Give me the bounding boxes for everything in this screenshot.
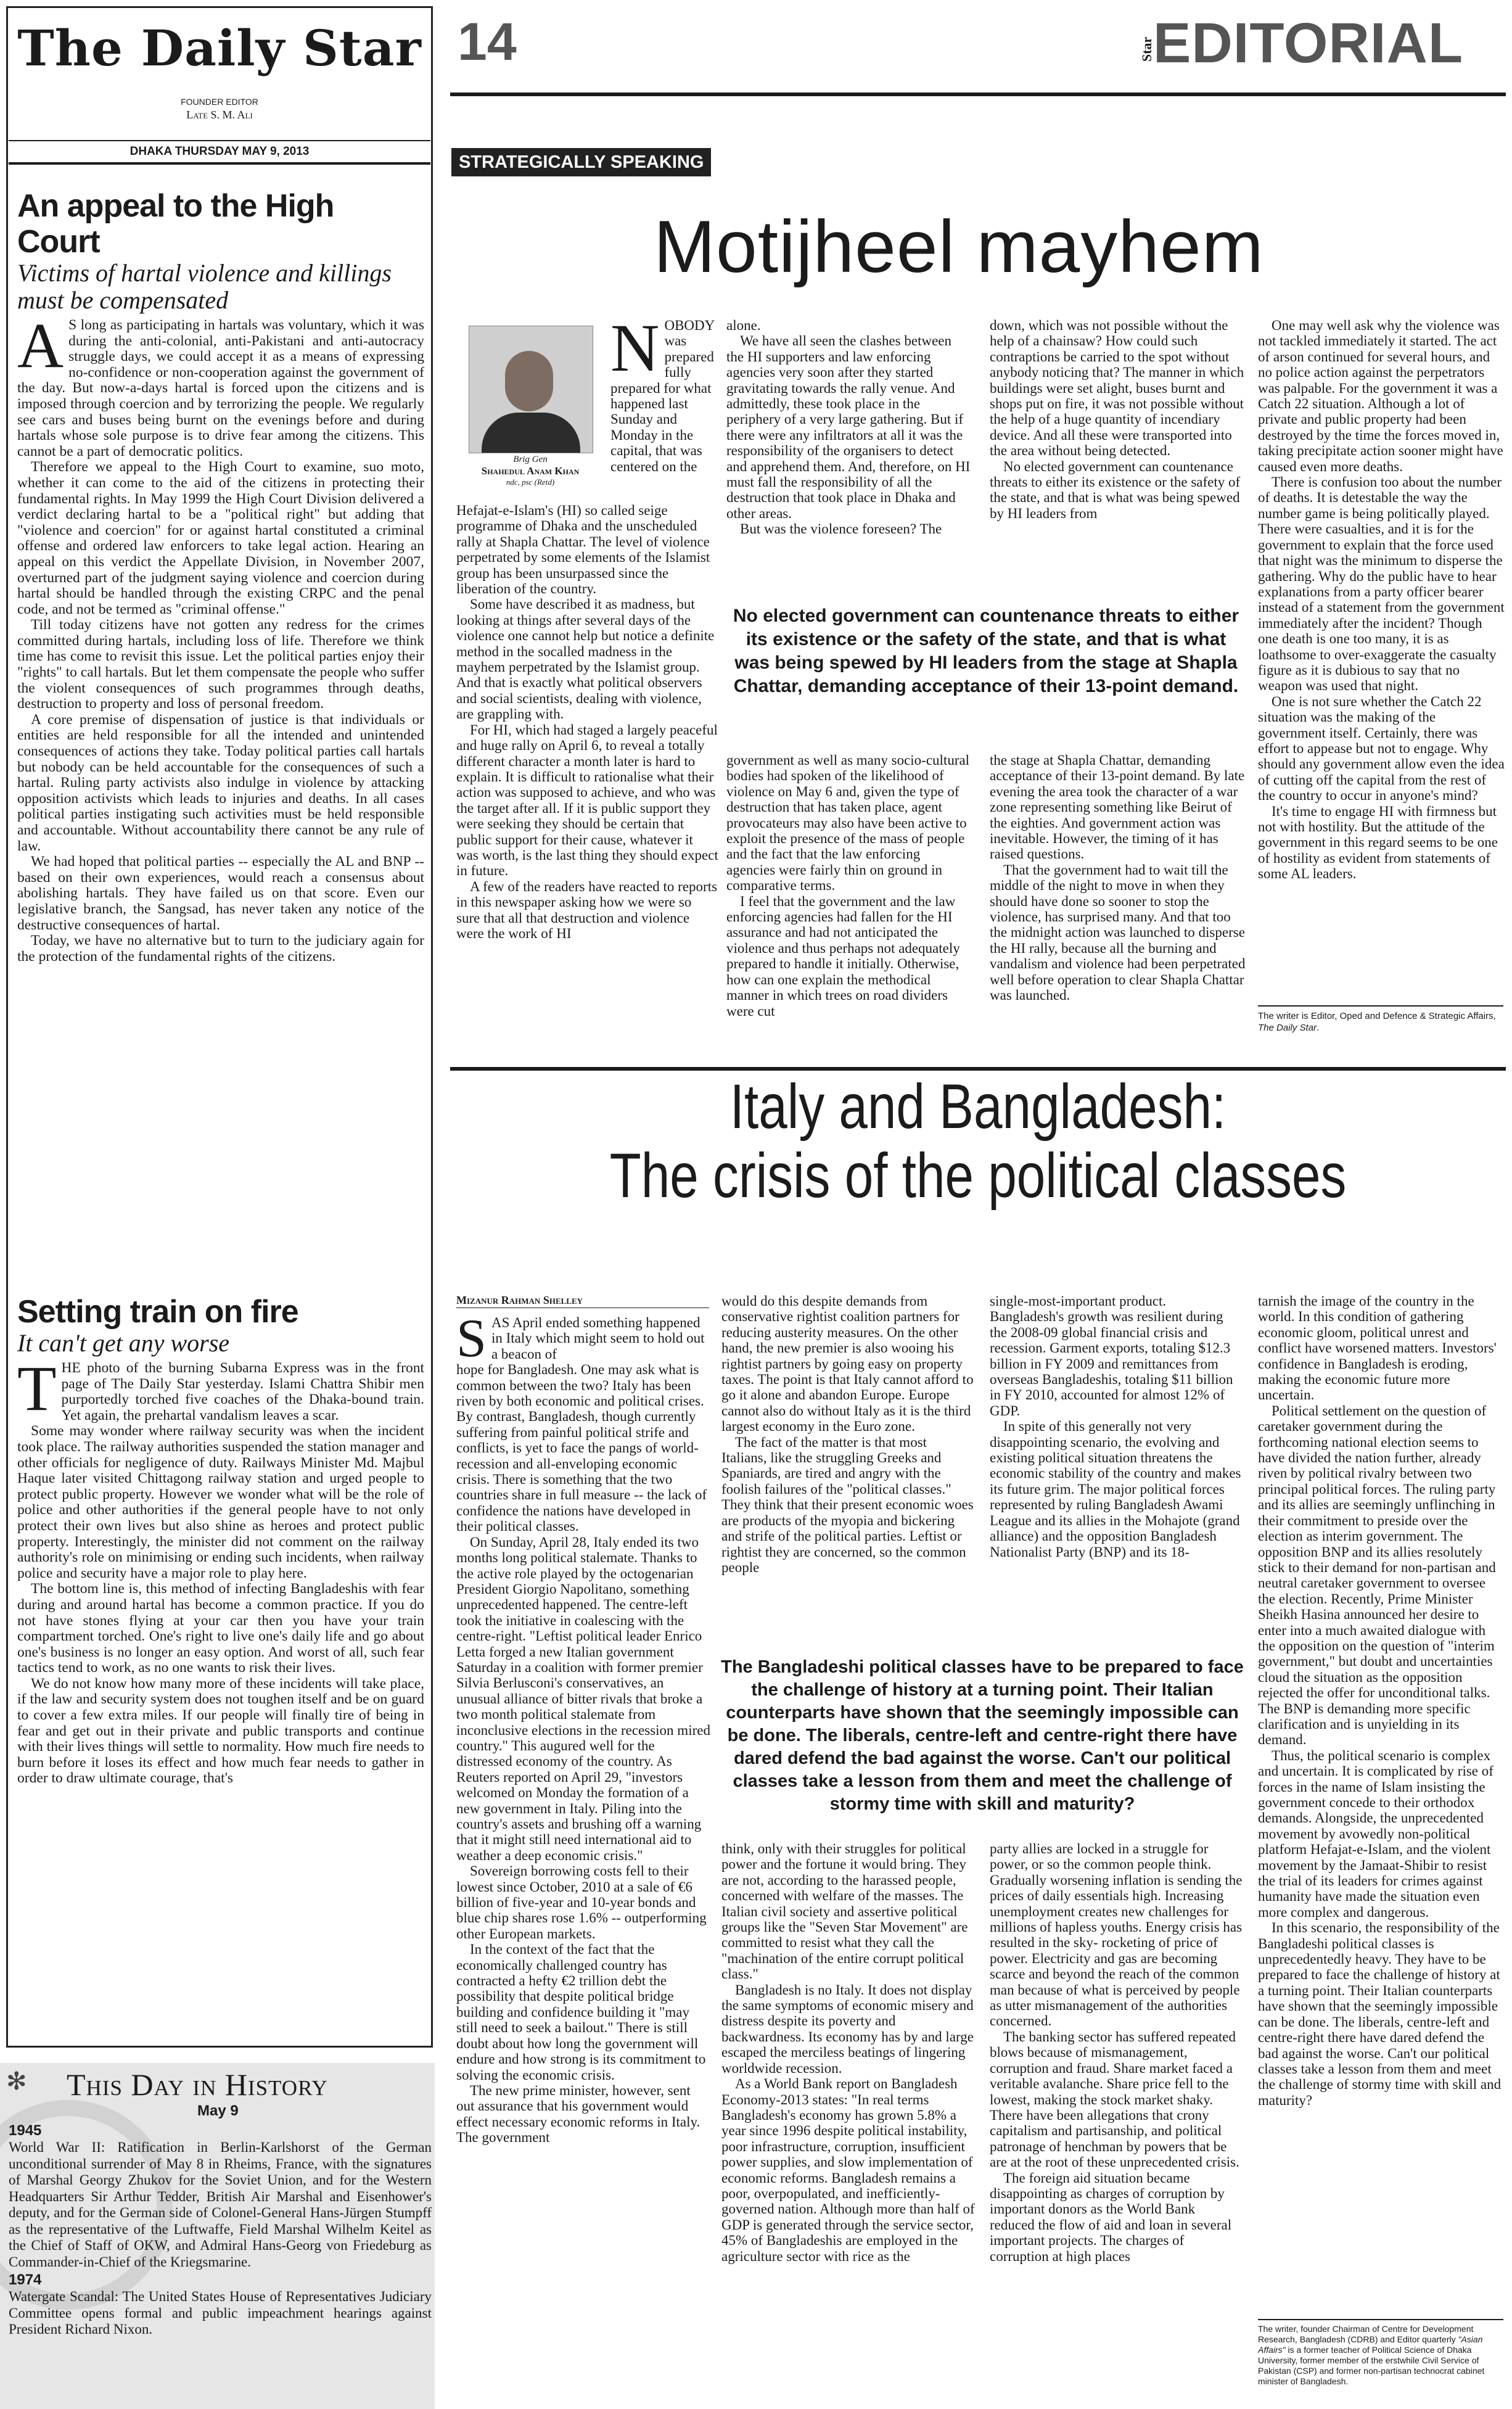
section-logo: Star	[1139, 36, 1154, 62]
paragraph: Sovereign borrowing costs fell to their lowest since October, 2010 at a sale of €6 billion of five-year and 10-year bonds and blue chip shares rose 1.6% -- outperforming other European markets.	[456, 1863, 707, 1942]
paragraph: The foreign aid situation became disappointing as charges of corruption by important donors as the World Bank reduced the flow of aid and loan in several important projects. The charges of corruption at high places	[990, 2170, 1232, 2264]
paragraph: We had hoped that political parties -- especially the AL and BNP -- based on their own experiences, would reach a consensus about abolishing hartals. They have failed us on that score. Even our legislative branch, the Sangsad, has never taken any notice of the destructive consequences of hartal.	[17, 854, 424, 933]
paragraph: One is not sure whether the Catch 22 situation was the making of the government itself. Certainly, there was effort to appease but not to engage. Why should any government allow even the idea of cutting off the capital from the rest of the country to occur in anyone's mind?	[1258, 693, 1505, 804]
paragraph: I feel that the government and the law enforcing agencies had fallen for the HI assurance and had not anticipated the violence and thus perhaps not adequately prepared to handle it initially. Otherwise, how can one explain the methodical manner in which trees on road dividers were cut	[726, 893, 960, 1019]
editorial-2-dropcap: T	[17, 1353, 57, 1424]
paragraph: would do this despite demands from conservative rightist coalition partners for reducing austerity measures. On the other hand, the new premier is also wooing his rightist partners by going easy on property taxes. The point is that Italy cannot afford to go it alone and abandon Europe. Europe cannot also do without Italy as it is the third largest economy in the Euro zone.	[721, 1293, 974, 1435]
article-2-dropcap: S	[456, 1309, 487, 1369]
article-2-col-2-top	[721, 1293, 976, 1575]
article-2-col-3-top	[990, 1293, 1243, 1560]
paragraph: Some have described it as madness, but looking at things after several days of the violence one cannot help but notice a definite method in the socalled madness in the mayhem perpetrated by the Islamist group. And that is exactly what political observers and social scientists, dealing with violence, are grappling with.	[456, 596, 715, 722]
article-1-pullquote: No elected government can countenance threats to either its existence or the safety of the state, and that is what was being spewed by HI leaders from the stage at Shapla Chattar, demanding acceptance of their 13-point demand.	[733, 606, 1239, 696]
article-1-dropcap: N	[610, 310, 660, 385]
article-1-col-2-top	[726, 318, 972, 537]
article-2-lead	[456, 1309, 710, 1369]
paragraph: There is confusion too about the number of deaths. It is detestable the way the number game is being politically played. There were casualties, and it is for the government to explain that the force used that night was the minimum to disperse the gathering. Why do the public have to hear explanations from a party officer bearer instead of a statement from the government immediately after the incident? Though one death is one too many, it is as loathsome to over-exaggerate the casualty figure as it is dubious to say that no weapon was used that night.	[1258, 474, 1505, 694]
article-1-col-3-top	[990, 318, 1249, 521]
masthead	[9, 11, 430, 122]
footnote-suffix: .	[1317, 1023, 1320, 1033]
article-2-headline	[450, 1072, 1506, 1210]
paragraph: In the context of the fact that the economically challenged country has contracted a hefty €2 trillion debt the possibility that despite political bridge building and confidence building it "may still need to seek a bailout." There is still doubt about how long the government will endure and how strong is its commitment to solving the economic crisis.	[456, 1942, 706, 2083]
article-2-col-3-bottom	[990, 1841, 1243, 2264]
paragraph: alone.	[726, 318, 761, 333]
paragraph: A few of the readers have reacted to reports in this newspaper asking how we were so sure that all that destruction and violence were the work of HI	[456, 878, 718, 941]
editorial-2	[17, 1294, 424, 1787]
author-caption	[456, 454, 604, 487]
article-1-col-3-bottom	[990, 752, 1246, 1003]
masthead-rule-top	[9, 140, 430, 141]
paragraph: Therefore we appeal to the High Court to examine, suo moto, whether it can come to the aid of the citizens in protecting their fundamental rights. In May 1999 the High Court Division delivered a verdict declaring hartal to be a "political right" but adding that "violence and coercion" for or against hartal constituted a criminal offense and ordered law enforcers to take legal action. Hearing an appeal on this verdict the Appellate Division, in November 2007, overturned part of the judgment saying violence and coercion during hartal should be handled through the existing CRPC and the penal code, and not be termed as "criminal offense."	[17, 459, 424, 617]
paragraph: But was the violence foreseen? The	[740, 521, 942, 537]
article-2-footnote	[1258, 2324, 1505, 2387]
history-title: This Day in History	[67, 2067, 328, 2102]
paragraph: As a World Bank report on Bangladesh Economy-2013 states: "In real terms Bangladesh's economy has grown 5.8% a year since 1996 despite political instability, poor infrastructure, corruption, insufficient power supplies, and slow implementation of economic reforms. Bangladesh remains a poor, overpopulated, and inefficiently-governed nation. Although more than half of GDP is generated through the service sector, 45% of Bangladeshis are employed in the agriculture sector with rice as the	[721, 2076, 975, 2264]
editorial-2-subhead: It can't get any worse	[17, 1329, 230, 1357]
article-1-col-2-bottom	[726, 752, 972, 1019]
history-date: May 9	[197, 2102, 239, 2119]
editorial-2-body	[17, 1353, 424, 1787]
paragraph: It's time to engage HI with firmness but not with hostility. But the attitude of the government in this regard seems to be one of hostility as evident from statements of some AL leaders.	[1258, 803, 1498, 882]
article-1-col-1-lead	[610, 310, 718, 474]
section-title: EDITORIAL	[1153, 12, 1464, 75]
paragraph: down, which was not possible without the help of a chainsaw? How could such contraptions be carried to the spot without anybody noticing that? The manner in which buildings were set alight, buses burnt and shops put on fire, it was not possible without the help of a huge quantity of incendiary device. And all these were transported into the area without being detected.	[990, 318, 1244, 459]
paragraph: party allies are locked in a struggle for power, or so the common people think. Gradually worsening inflation is sending the prices of daily essentials high. Increasing unemployment creates new challenges for millions of hapless youths. Energy crisis has resulted in the sky- rocketing of price of power. Electricity and gas are becoming scarce and beyond the reach of the common man because of what is perceived by people as utter mismanagement of the authorities concerned.	[990, 1841, 1243, 2029]
history-year: 1974	[9, 2271, 42, 2288]
paragraph: Hefajat-e-Islam's (HI) so called seige programme of Dhaka and the unscheduled rally at Shapla Chattar. The level of violence perpetrated by some elements of the Islamist group has been unsurpassed since the liberation of the country.	[456, 503, 710, 597]
article-1-col-4	[1258, 318, 1505, 882]
paragraph: hope for Bangladesh. One may ask what is common between the two? Italy has been riven by both economic and political crises. By contrast, Bangladesh, though currently suffering from painful political strife and conflicts, is yet to face the pangs of world-recession and all-enveloping economic crisis. There is something that the two countries share in full measure -- the lack of confidence the nations have developed in their political classes.	[456, 1362, 707, 1534]
article-2-footnote-rule	[1258, 2319, 1503, 2320]
author-degrees: ndc, psc (Retd)	[506, 477, 555, 487]
footnote-journal: "Asian Affairs"	[1258, 2334, 1483, 2355]
article-2-col-2-bottom	[721, 1841, 976, 2264]
footnote-paper: The Daily Star	[1258, 1023, 1317, 1033]
paragraph: Till today citizens have not gotten any redress for the crimes committed during hartals, including loss of life. Therefore we think time has come to revisit this issue. Let the political parties enjoy their "rights" to call hartals. But let them compensate the people who suffer the violent consequences of such programmes through deaths, destruction to property and loss of personal freedom.	[17, 617, 424, 712]
author-photo	[469, 326, 593, 453]
paragraph: S long as participating in hartals was voluntary, which it was during the anti-colonial, anti-Pakistani and anti-autocracy struggle days, we could accept it as a means of expressing no-confidence or non-cooperation against the government of the day. But now-a-days hartal is forced upon the citizens and is imposed through coercion and by terrorizing the people. We regularly see cars and buses being burnt on the evenings before and during hartals whose sole purpose is to drive fear among the citizens. This cannot be a part of democratic politics.	[17, 317, 424, 459]
paragraph: Thus, the political scenario is complex and uncertain. It is complicated by rise of forces in the name of Islam insisting the government concede to their orthodox demands. Alongside, the unprecedented movement by avowedly non-political platform Hefajat-e-Islam, and the violent movement by the Jamaat-Shibir to resist the trial of its leaders for crimes against humanity have made the situation even more complex and dangerous.	[1258, 1747, 1494, 1920]
article-2-col-4	[1258, 1293, 1505, 2108]
paragraph: The bottom line is, this method of infecting Bangladeshis with fear during and around hartal has become a common practice. If you do not have stones flying at your car then you have your train compartment torched. One's right to live one's daily life and go about one's business is no longer an easy option. And worst of all, such fear tactics tend to work, as no one wants to risk their lives.	[17, 1581, 424, 1676]
masthead-rule-bottom	[9, 162, 430, 165]
article-1-footnote-rule	[1258, 1005, 1503, 1007]
footnote-text: The writer is Editor, Oped and Defence & Strategic Affairs,	[1258, 1011, 1496, 1021]
byline-rule	[456, 1307, 709, 1308]
paragraph: That the government had to wait till the middle of the night to move in when they should have done so sooner to stop the violence, has surprised many. And that too the midnight action was launched to disperse the HI rally, because all the burning and vandalism and violence had been perpetrated well before operation to clear Shapla Chattar was launched.	[990, 862, 1246, 1003]
history-year: 1945	[9, 2122, 42, 2139]
paragraph: AS April ended something happened in Italy which might seem to hold out a beacon of	[491, 1315, 705, 1362]
founder-name: Late S. M. Ali	[186, 109, 253, 121]
paragraph: OBODY was prepared fully prepared for what happened last Sunday and Monday in the capital, that was centered on the	[610, 318, 715, 474]
author-photo-body	[482, 413, 580, 453]
article-2-headline-line-1: Italy and Bangladesh:	[729, 1071, 1226, 1142]
paragraph: Some may wonder where railway security was when the incident took place. The railway authorities suspended the station manager and other officials for negligence of duty. Railways Minister Md. Majbul Haque later visited Chittagong railway station and urged people to protect public property. However we wonder what will be the role of police and other authorities if the general people have to not only protect their own lives but also shine as heroes and protect public property. Interestingly, the minister did not comment on the railway authority's role on minimising or ending such incidents, when railway police and security have a major role to play here.	[17, 1423, 424, 1581]
article-1-footnote	[1258, 1010, 1505, 1034]
page-number: 14	[458, 12, 517, 72]
paragraph: The fact of the matter is that most Italians, like the struggling Greeks and Spaniards, are tired and angry with the foolish failures of the "political classes." They think that their present economic woes are products of the myopia and bickering and strife of the political parties. Leftist or rightist they are concerned, so the common people	[721, 1434, 974, 1575]
editorial-1-dropcap: A	[17, 310, 64, 381]
article-1-headline: Motijheel mayhem	[654, 205, 1264, 288]
editorial-1-body	[17, 310, 424, 965]
paragraph: the stage at Shapla Chattar, demanding acceptance of their 13-point demand. By late evening the area took the character of a war zone representing something like Beirut of the eighties. And government action was inevitable. However, the timing of it has raised questions.	[990, 752, 1245, 862]
kicker-label: STRATEGICALLY SPEAKING	[451, 148, 711, 176]
paragraph: One may well ask why the violence was not tackled immediately it started. The act of arson continued for several hours, and no police action against the perpetrators was palpable. For the government it was a Catch 22 situation. Although a lot of private and public property had been destroyed by the time the forces moved in, taking precipitate action sooner might have caused even more deaths.	[1258, 318, 1503, 474]
author-name: Shahedul Anam Khan	[481, 465, 580, 477]
paragraph: tarnish the image of the country in the world. In this condition of gathering economic gloom, political unrest and conflict have worsened matters. Investors' confidence in Bangladesh is eroding, making the economic future more uncertain.	[1258, 1293, 1497, 1403]
footnote-text-2: is a former teacher of Political Science of Dhaka University, former member of the erstwhile Civil Service of Pakistan (CSP) and former non-partisan technocrat cabinet minister of Bangladesh.	[1258, 2345, 1485, 2386]
article-2-pullquote: The Bangladeshi political classes have to be prepared to face the challenge of history at a turning point. Their Italian counterparts have shown that the seemingly impossible can be done. The liberals, centre-left and centre-right there have dared defend the bad against the worse. Can't our political classes take a lesson from them and meet the challenge of stormy time with skill and maturity?	[721, 1657, 1244, 1814]
editorial-1-subhead: Victims of hartal violence and killings must be compensated	[17, 259, 392, 314]
paragraph: think, only with their struggles for political power and the fortune it would bring. They are not, according to the harassed people, concerned with welfare of the masses. The Italian civil society and assertive political groups like the "Seven Star Movement" are committed to resist what they call the "machination of the entire corrupt political class."	[721, 1841, 968, 1982]
history-entry-text: Watergate Scandal: The United States House of Representatives Judiciary Committee opens formal and public impeachment hearings against President Richard Nixon.	[9, 2289, 432, 2337]
paper-name: The Daily Star	[17, 19, 422, 77]
article-2-headline-line-2: The crisis of the political classes	[609, 1140, 1347, 1211]
history-entries	[9, 2122, 432, 2338]
paragraph: The banking sector has suffered repeated blows because of mismanagement, corruption and fraud. Share market faced a veritable avalanche. Share price fell to the lowest, making the stock market shaky. There have been allegations that crony capitalism and partisanship, and political patronage of henchman by powers that be are at the root of these unprecedented crisis.	[990, 2028, 1239, 2170]
founder-label: FOUNDER EDITOR	[181, 97, 258, 107]
paragraph: On Sunday, April 28, Italy ended its two months long political stalemate. Thanks to the active role played by the octogenarian President Giorgio Napolitano, something unprecedented happened. The centre-left took the initiative in coalescing with the centre-right. "Leftist political leader Enrico Letta forged a new Italian government Saturday in a coalition with former premier Silvia Berlusconi's conservatives, an unusual alliance of bitter rivals that broke a two month political stalemate from inconclusive elections in the recession mired country." This augured well for the distressed economy of the country. As Reuters reported on April 29, "investors welcomed on Monday the formation of a new government in Italy. Piling into the country's assets and brushing off a warning that it might still need international aid to weather a deep economic crisis."	[456, 1534, 710, 1863]
history-box	[0, 2063, 435, 2409]
article-2-byline: Mizanur Rahman Shelley	[456, 1294, 583, 1306]
editorial-1	[17, 188, 424, 965]
paragraph: Today, we have no alternative but to turn to the judiciary again for the protection of the fundamental rights of the citizens.	[17, 933, 424, 965]
paragraph: Political settlement on the question of caretaker government during the forthcoming national election seems to have divided the nation further, already riven by political rivalry between two principal political forces. The ruling party and its allies are seemingly unflinching in their commitment to preside over the election as interim government. The opposition BNP and its allies resolutely stick to their demand for non-partisan and neutral caretaker government to oversee the election. Recently, Prime Minister Sheikh Hasina announced her desire to enter into a much awaited dialogue with the opposition on the question of "interim government," but doubt and uncertainties cloud the situation as the opposition rejected the offer for unconditional talks. The BNP is demanding more specific clarification and is unyielding in its demand.	[1258, 1402, 1496, 1748]
author-rank: Brig Gen	[513, 455, 548, 464]
paragraph: The new prime minister, however, sent out assurance that his government would effect necessary economic reforms in Italy. The government	[456, 2082, 701, 2146]
article-1-col-1	[456, 503, 718, 941]
history-star-icon: ✻	[6, 2067, 27, 2096]
paragraph: We do not know how many more of these incidents will take place, if the law and security system does not toughen itself and be on guard to cover a few extra miles. If our people will finally tire of being in fear and get out in their private and public transports and continue with their lives things will settle to normality. How much fire needs to burn before it loses its effect and how much fear needs to gather in order to draw ultimate courage, that's	[17, 1675, 424, 1787]
editorial-1-headline: An appeal to the High Court	[17, 188, 334, 260]
section-divider	[450, 1067, 1506, 1071]
editorial-2-headline: Setting train on fire	[17, 1294, 298, 1330]
paragraph: For HI, which had staged a largely peaceful and huge rally on April 6, to reveal a totally different character a month later is hard to explain. It is difficult to rationalise what their action was supposed to achieve, and who was the target after all. If it is public support they were seeking they should be certain that public support for their cause, whatever it was worth, is the last thing they should expect in future.	[456, 722, 718, 879]
paragraph: No elected government can countenance threats to either its existence or the safety of the state, and that is what was being spewed by HI leaders from	[990, 458, 1241, 521]
header-rule	[450, 93, 1506, 96]
paragraph: Bangladesh is no Italy. It does not display the same symptoms of economic misery and distress despite its poverty and backwardness. Its economy has by and large escaped the merciless beatings of lingering worldwide recession.	[721, 1982, 974, 2076]
history-entry-text: World War II: Ratification in Berlin-Karlshorst of the German unconditional surrender of May 8 in Rheims, France, with the signatures of Marshal Georgy Zhukov for the Soviet Union, and for the Western Headquarters Sir Arthur Tedder, British Air Marshal and Eisenhower's deputy, and for the German side of Colonel-General Hans-Jürgen Stumpff as the representative of the Luftwaffe, Field Marshal Wilhelm Keitel as the Chief of Staff of OKW, and Admiral Hans-Georg von Friedeburg as Commander-in-Chief of the Kriegsmarine.	[9, 2139, 432, 2270]
paragraph: In this scenario, the responsibility of the Bangladeshi political classes is unprecedentedly heavy. They have to be prepared to face the challenge of history at a turning point. Their Italian counterparts have shown that the seemingly impossible can be done. The liberals, centre-left and centre-right there have dared defend the bad against the worse. Can't our political classes take a lesson from them and meet the challenge of stormy time with skill and maturity?	[1258, 1920, 1502, 2108]
paragraph: government as well as many socio-cultural bodies had spoken of the likelihood of violence on May 6 and, given the type of destruction that has taken place, agent provocateurs may also have been active to exploit the presence of the mass of people and the fact that the law enforcing agencies were fairly thin on ground in comparative terms.	[726, 752, 970, 894]
dateline: DHAKA THURSDAY MAY 9, 2013	[129, 145, 310, 158]
paragraph: We have all seen the clashes between the HI supporters and law enforcing agencies very soon after they started gravitating towards the rally venue. And admittedly, these took place in the periphery of a very large gathering. But if there were any infiltrators at all it was the responsibility of the organisers to detect and apprehend them. And, therefore, on HI must fall the responsibility of all the destruction that took place in Dhaka and other areas.	[726, 333, 971, 521]
author-photo-head	[505, 351, 553, 411]
paragraph: A core premise of dispensation of justice is that individuals or entities are held responsible for all the intended and unintended consequences of actions they take. Today political parties call hartals but nobody can be held accountable for the consequences of such a hartal. Ruling party activists also indulge in violence by attacking opposition activists which leads to injuries and deaths. In all cases political parties instigating such activities must be held responsible and accountable. Without accountability there cannot be any rule of law.	[17, 711, 424, 854]
article-2-col-1	[456, 1309, 710, 2146]
paragraph: single-most-important product. Bangladesh's growth was resilient during the 2008-09 global financial crisis and recession. Garment exports, totaling $12.3 billion in FY 2009 and remittances from overseas Bangladeshis, totaling $11 billion in FY 2010, accounted for almost 12% of GDP.	[990, 1293, 1233, 1419]
footnote-text: The writer, founder Chairman of Centre for Development Research, Bangladesh (CDRB) and Editor quarterly	[1258, 2324, 1474, 2344]
paragraph: HE photo of the burning Subarna Express was in the front page of The Daily Star yesterday. Islami Chattra Shibir men purportedly torched five coaches of the Dhaka-bound train. Yet again, the prehartal vandalism leaves a scar.	[61, 1360, 424, 1423]
paragraph: In spite of this generally not very disappointing scenario, the evolving and existing political situation threatens the economic stability of the country and makes its future grim. The major political forces represented by ruling Bangladesh Awami League and its allies in the Mohajote (grand alliance) and the opposition Bangladesh Nationalist Party (BNP) and its 18-	[990, 1419, 1241, 1560]
